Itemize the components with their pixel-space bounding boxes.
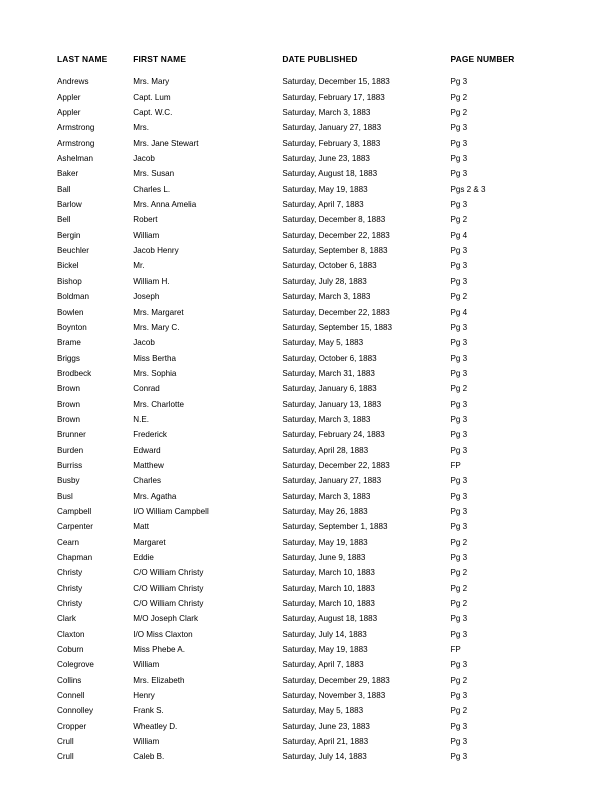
cell-page-number: Pg 3	[450, 629, 468, 639]
cell-last-name: Armstrong	[57, 138, 95, 148]
cell-page-number: Pg 3	[450, 614, 468, 624]
cell-first-name: William H.	[133, 276, 170, 286]
cell-page-number: Pg 3	[450, 399, 468, 409]
cell-first-name: Frank S.	[133, 706, 164, 716]
cell-last-name: Brown	[57, 414, 80, 424]
table-row	[57, 627, 557, 642]
table-row	[57, 458, 557, 473]
cell-last-name: Boynton	[57, 322, 87, 332]
table-row	[57, 151, 557, 166]
cell-last-name: Clark	[57, 614, 76, 624]
cell-page-number: Pg 3	[450, 522, 468, 532]
cell-date-published: Saturday, September 15, 1883	[282, 322, 392, 332]
cell-page-number: Pg 3	[450, 721, 468, 731]
cell-date-published: Saturday, August 18, 1883	[282, 169, 378, 179]
cell-last-name: Busby	[57, 476, 80, 486]
cell-first-name: Miss Bertha	[133, 353, 176, 363]
cell-first-name: Mrs. Anna Amelia	[133, 200, 197, 210]
cell-page-number: Pg 3	[450, 77, 468, 87]
cell-date-published: Saturday, July 14, 1883	[282, 629, 367, 639]
table-row	[57, 274, 557, 289]
cell-date-published: Saturday, December 22, 1883	[282, 307, 390, 317]
table-row	[57, 366, 557, 381]
cell-last-name: Brodbeck	[57, 368, 92, 378]
cell-page-number: Pg 3	[450, 169, 468, 179]
cell-date-published: Saturday, May 19, 1883	[282, 537, 368, 547]
cell-first-name: M/O Joseph Clark	[133, 614, 198, 624]
cell-date-published: Saturday, July 28, 1883	[282, 276, 367, 286]
column-header-page-number: PAGE NUMBER	[450, 54, 515, 64]
cell-date-published: Saturday, April 28, 1883	[282, 445, 369, 455]
cell-date-published: Saturday, March 3, 1883	[282, 292, 371, 302]
cell-first-name: Conrad	[133, 384, 160, 394]
cell-last-name: Beuchler	[57, 246, 89, 256]
cell-first-name: N.E.	[133, 414, 149, 424]
table-header-row	[57, 52, 557, 74]
table-row	[57, 335, 557, 350]
table-row	[57, 412, 557, 427]
cell-date-published: Saturday, December 22, 1883	[282, 230, 390, 240]
cell-date-published: Saturday, March 3, 1883	[282, 414, 371, 424]
table-row	[57, 197, 557, 212]
cell-page-number: Pg 3	[450, 737, 468, 747]
cell-page-number: Pg 3	[450, 506, 468, 516]
cell-first-name: I/O William Campbell	[133, 506, 209, 516]
cell-last-name: Connell	[57, 691, 85, 701]
table-row	[57, 427, 557, 442]
cell-date-published: Saturday, February 17, 1883	[282, 92, 385, 102]
cell-last-name: Bickel	[57, 261, 79, 271]
cell-page-number: Pg 3	[450, 338, 468, 348]
cell-date-published: Saturday, March 3, 1883	[282, 108, 371, 118]
cell-date-published: Saturday, February 3, 1883	[282, 138, 381, 148]
cell-date-published: Saturday, September 1, 1883	[282, 522, 388, 532]
cell-first-name: Charles L.	[133, 184, 171, 194]
table-row	[57, 243, 557, 258]
cell-first-name: Mrs.	[133, 123, 149, 133]
cell-page-number: Pg 3	[450, 691, 468, 701]
cell-page-number: Pg 3	[450, 553, 468, 562]
cell-date-published: Saturday, March 10, 1883	[282, 568, 375, 578]
cell-page-number: Pg 2	[450, 292, 468, 302]
cell-page-number: Pg 2	[450, 599, 468, 609]
cell-last-name: Barlow	[57, 200, 82, 210]
cell-date-published: Saturday, March 31, 1883	[282, 368, 375, 378]
cell-page-number: Pg 4	[450, 230, 468, 240]
cell-last-name: Briggs	[57, 353, 80, 363]
table-row	[57, 688, 557, 703]
cell-page-number: Pg 2	[450, 92, 468, 102]
cell-date-published: Saturday, February 24, 1883	[282, 430, 385, 440]
cell-last-name: Baker	[57, 169, 79, 179]
cell-page-number: Pg 3	[450, 353, 468, 363]
table-row	[57, 74, 557, 89]
cell-last-name: Bell	[57, 215, 71, 225]
cell-date-published: Saturday, September 8, 1883	[282, 246, 388, 256]
table-header	[57, 52, 557, 74]
cell-last-name: Ashelman	[57, 154, 93, 164]
table-row	[57, 581, 557, 596]
cell-last-name: Burriss	[57, 460, 83, 470]
cell-date-published: Saturday, May 19, 1883	[282, 645, 368, 655]
cell-first-name: Mrs. Sophia	[133, 368, 177, 378]
cell-page-number: Pg 3	[450, 660, 468, 670]
cell-last-name: Bergin	[57, 230, 81, 240]
table-row	[57, 734, 557, 749]
cell-date-published: Saturday, April 21, 1883	[282, 737, 369, 747]
cell-first-name: C/O William Christy	[133, 568, 204, 578]
cell-date-published: Saturday, June 23, 1883	[282, 154, 370, 164]
cell-first-name: Henry	[133, 691, 155, 701]
table-body	[57, 74, 557, 764]
cell-last-name: Appler	[57, 108, 81, 118]
cell-last-name: Claxton	[57, 629, 85, 639]
table-row	[57, 166, 557, 181]
cell-last-name: Carpenter	[57, 522, 93, 532]
cell-first-name: Miss Phebe A.	[133, 645, 185, 655]
cell-first-name: William	[133, 737, 160, 747]
table-row	[57, 397, 557, 412]
cell-last-name: Burden	[57, 445, 84, 455]
cell-date-published: Saturday, July 14, 1883	[282, 752, 367, 762]
cell-first-name: Margaret	[133, 537, 166, 547]
cell-date-published: Saturday, December 8, 1883	[282, 215, 386, 225]
cell-page-number: Pg 2	[450, 675, 468, 685]
cell-date-published: Saturday, December 22, 1883	[282, 460, 390, 470]
cell-last-name: Bowlen	[57, 307, 84, 317]
table-row	[57, 611, 557, 626]
table-row	[57, 381, 557, 396]
cell-last-name: Collins	[57, 675, 82, 685]
cell-first-name: Mrs. Susan	[133, 169, 175, 179]
cell-first-name: William	[133, 660, 160, 670]
table-row	[57, 519, 557, 534]
cell-date-published: Saturday, March 10, 1883	[282, 599, 375, 609]
cell-first-name: Jacob	[133, 338, 155, 348]
cell-date-published: Saturday, May 5, 1883	[282, 706, 364, 716]
cell-first-name: Mrs. Elizabeth	[133, 675, 185, 685]
cell-page-number: Pg 3	[450, 430, 468, 440]
cell-page-number: Pg 3	[450, 246, 468, 256]
table-row	[57, 258, 557, 273]
cell-last-name: Connolley	[57, 706, 93, 716]
cell-last-name: Chapman	[57, 553, 93, 562]
cell-last-name: Andrews	[57, 77, 89, 87]
table-row	[57, 673, 557, 688]
table-row	[57, 703, 557, 718]
cell-first-name: Eddie	[133, 553, 154, 562]
cell-first-name: Mrs. Jane Stewart	[133, 138, 199, 148]
cell-page-number: Pg 3	[450, 200, 468, 210]
table-row	[57, 320, 557, 335]
cell-last-name: Ball	[57, 184, 71, 194]
cell-date-published: Saturday, May 19, 1883	[282, 184, 368, 194]
cell-page-number: Pg 3	[450, 276, 468, 286]
cell-first-name: Capt. W.C.	[133, 108, 173, 118]
cell-page-number: Pg 3	[450, 752, 468, 762]
column-header-date-published: DATE PUBLISHED	[282, 54, 358, 64]
cell-page-number: Pg 3	[450, 414, 468, 424]
cell-first-name: Mr.	[133, 261, 145, 271]
table-row	[57, 596, 557, 611]
cell-date-published: Saturday, March 10, 1883	[282, 583, 375, 593]
cell-last-name: Christy	[57, 599, 83, 609]
cell-last-name: Brown	[57, 384, 80, 394]
cell-last-name: Colegrove	[57, 660, 94, 670]
cell-page-number: Pg 3	[450, 445, 468, 455]
cell-last-name: Bishop	[57, 276, 82, 286]
cell-first-name: C/O William Christy	[133, 583, 204, 593]
cell-date-published: Saturday, January 6, 1883	[282, 384, 377, 394]
cell-page-number: Pg 2	[450, 108, 468, 118]
name-index-table	[57, 52, 557, 765]
cell-page-number: Pg 3	[450, 261, 468, 271]
table-row	[57, 212, 557, 227]
table-row	[57, 351, 557, 366]
cell-last-name: Cropper	[57, 721, 87, 731]
cell-date-published: Saturday, June 9, 1883	[282, 553, 366, 562]
cell-page-number: Pg 2	[450, 537, 468, 547]
cell-last-name: Boldman	[57, 292, 89, 302]
cell-page-number: Pg 3	[450, 368, 468, 378]
cell-first-name: C/O William Christy	[133, 599, 204, 609]
cell-date-published: Saturday, August 18, 1883	[282, 614, 378, 624]
cell-last-name: Crull	[57, 737, 74, 747]
cell-first-name: Mrs. Charlotte	[133, 399, 185, 409]
cell-date-published: Saturday, May 5, 1883	[282, 338, 364, 348]
table-row	[57, 719, 557, 734]
cell-date-published: Saturday, March 3, 1883	[282, 491, 371, 501]
cell-first-name: Mrs. Mary C.	[133, 322, 180, 332]
table-row	[57, 504, 557, 519]
cell-first-name: Robert	[133, 215, 158, 225]
cell-date-published: Saturday, January 27, 1883	[282, 476, 382, 486]
cell-last-name: Brame	[57, 338, 81, 348]
cell-page-number: Pg 2	[450, 568, 468, 578]
cell-page-number: Pg 3	[450, 138, 468, 148]
cell-first-name: Capt. Lum	[133, 92, 171, 102]
cell-page-number: Pg 2	[450, 384, 468, 394]
cell-first-name: Matthew	[133, 460, 164, 470]
cell-last-name: Brown	[57, 399, 80, 409]
table-row	[57, 289, 557, 304]
table-row	[57, 136, 557, 151]
table-row	[57, 305, 557, 320]
cell-page-number: Pg 2	[450, 706, 468, 716]
cell-first-name: Mrs. Mary	[133, 77, 170, 87]
cell-last-name: Brunner	[57, 430, 86, 440]
cell-first-name: Charles	[133, 476, 162, 486]
table-row	[57, 535, 557, 550]
cell-last-name: Armstrong	[57, 123, 95, 133]
table-row	[57, 489, 557, 504]
cell-page-number: FP	[450, 460, 461, 470]
cell-first-name: Mrs. Agatha	[133, 491, 177, 501]
cell-date-published: Saturday, May 26, 1883	[282, 506, 368, 516]
cell-date-published: Saturday, November 3, 1883	[282, 691, 386, 701]
cell-first-name: Mrs. Margaret	[133, 307, 184, 317]
table-row	[57, 443, 557, 458]
table-row	[57, 749, 557, 764]
cell-last-name: Christy	[57, 583, 83, 593]
cell-page-number: Pg 2	[450, 583, 468, 593]
cell-page-number: Pg 3	[450, 476, 468, 486]
cell-last-name: Cearn	[57, 537, 80, 547]
cell-page-number: Pg 3	[450, 123, 468, 133]
cell-first-name: Jacob	[133, 154, 155, 164]
table-row	[57, 105, 557, 120]
cell-last-name: Campbell	[57, 506, 92, 516]
cell-last-name: Christy	[57, 568, 83, 578]
cell-page-number: FP	[450, 645, 461, 655]
cell-date-published: Saturday, December 15, 1883	[282, 77, 390, 87]
cell-date-published: Saturday, January 13, 1883	[282, 399, 382, 409]
cell-first-name: I/O Miss Claxton	[133, 629, 193, 639]
cell-date-published: Saturday, April 7, 1883	[282, 660, 364, 670]
cell-first-name: William	[133, 230, 160, 240]
cell-last-name: Coburn	[57, 645, 84, 655]
cell-date-published: Saturday, October 6, 1883	[282, 353, 377, 363]
table-row	[57, 473, 557, 488]
cell-last-name: Busl	[57, 491, 73, 501]
cell-first-name: Jacob Henry	[133, 246, 179, 256]
cell-date-published: Saturday, December 29, 1883	[282, 675, 390, 685]
cell-first-name: Wheatley D.	[133, 721, 178, 731]
cell-page-number: Pg 3	[450, 322, 468, 332]
cell-first-name: Edward	[133, 445, 161, 455]
table-row	[57, 120, 557, 135]
cell-date-published: Saturday, June 23, 1883	[282, 721, 370, 731]
cell-date-published: Saturday, January 27, 1883	[282, 123, 382, 133]
cell-date-published: Saturday, April 7, 1883	[282, 200, 364, 210]
table-row	[57, 657, 557, 672]
cell-first-name: Joseph	[133, 292, 160, 302]
cell-page-number: Pg 3	[450, 491, 468, 501]
cell-last-name: Appler	[57, 92, 81, 102]
table-row	[57, 642, 557, 657]
cell-last-name: Crull	[57, 752, 74, 762]
cell-first-name: Frederick	[133, 430, 167, 440]
cell-page-number: Pg 3	[450, 154, 468, 164]
table-row	[57, 550, 557, 565]
table-row	[57, 90, 557, 105]
cell-date-published: Saturday, October 6, 1883	[282, 261, 377, 271]
cell-first-name: Matt	[133, 522, 149, 532]
column-header-last-name: LAST NAME	[57, 54, 108, 64]
column-header-first-name: FIRST NAME	[133, 54, 187, 64]
cell-page-number: Pg 2	[450, 215, 468, 225]
table-row	[57, 228, 557, 243]
table-row	[57, 565, 557, 580]
cell-page-number: Pgs 2 & 3	[450, 184, 486, 194]
cell-first-name: Caleb B.	[133, 752, 165, 762]
cell-page-number: Pg 4	[450, 307, 468, 317]
table-row	[57, 182, 557, 197]
